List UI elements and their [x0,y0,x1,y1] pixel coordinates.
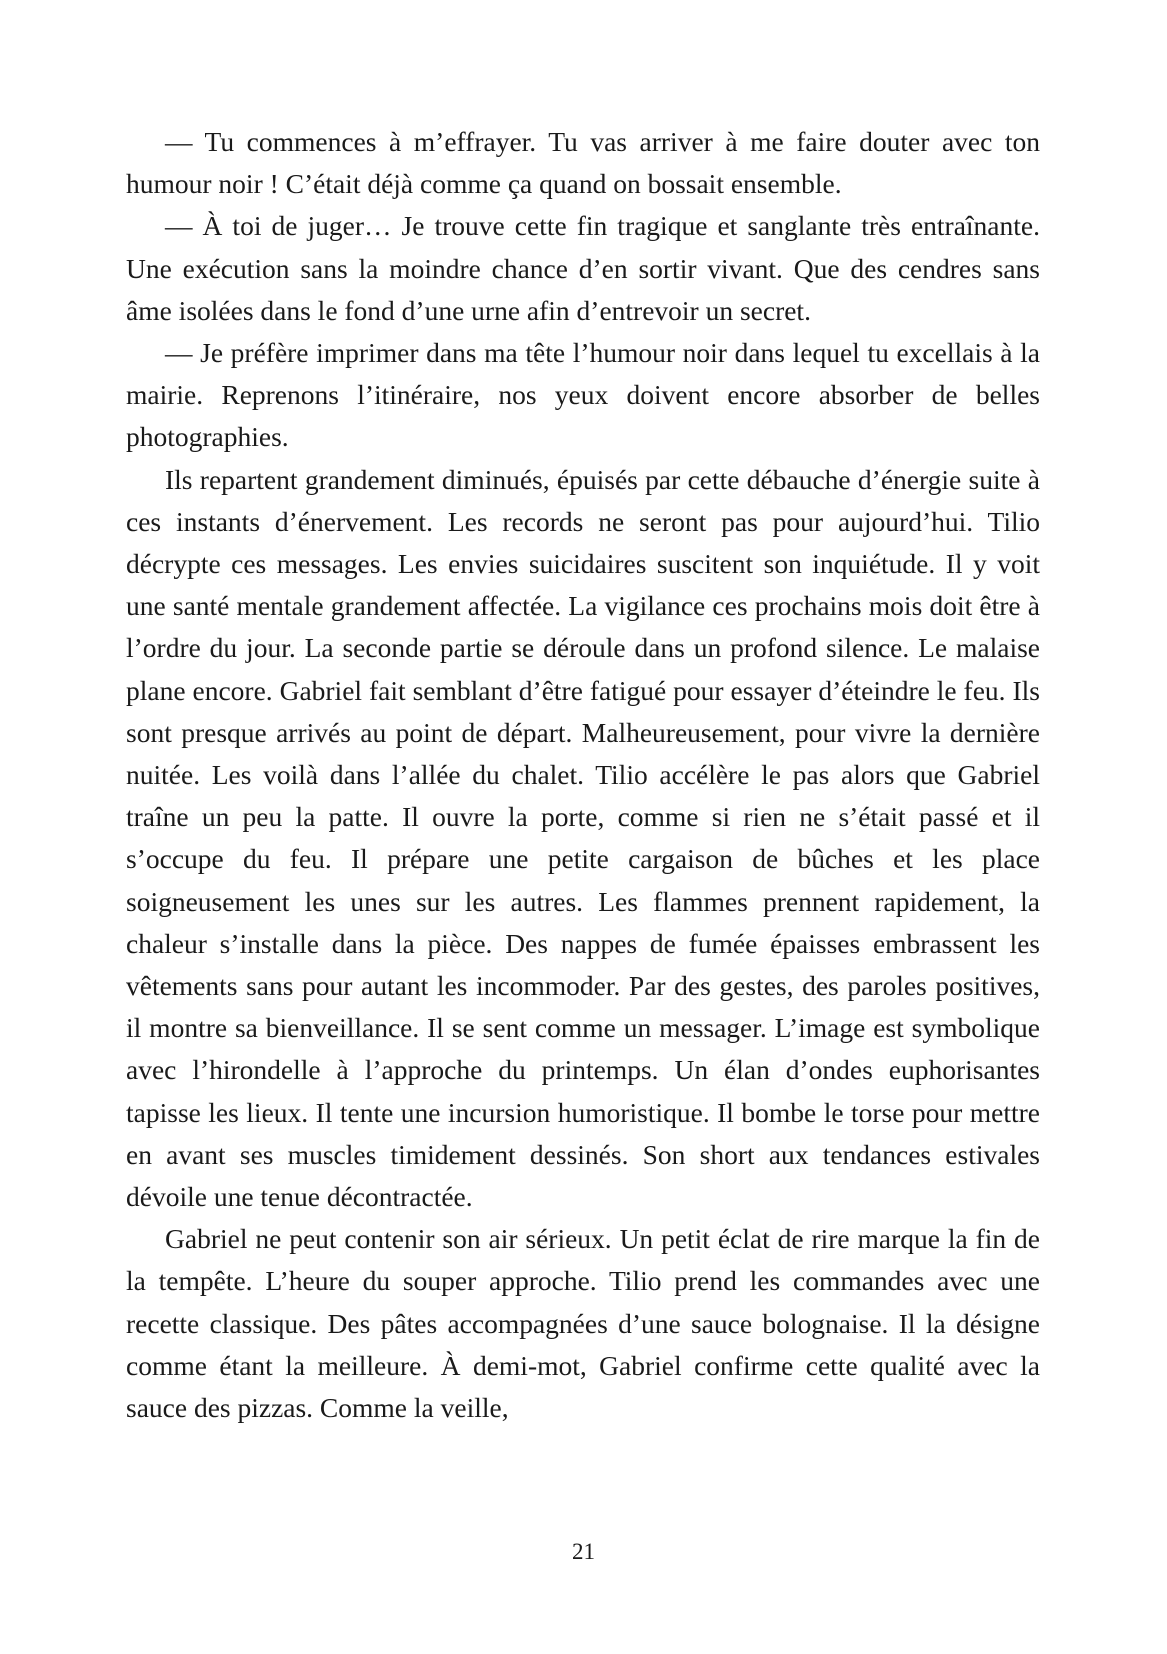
paragraph-dialogue-1: — Tu commences à m’effrayer. Tu vas arriver à me faire douter avec ton humour noir ! C’était déjà comme ça quand on bossait ensemble. [126,126,1040,200]
paragraph-narrative-2: Gabriel ne peut contenir son air sérieux. Un petit éclat de rire marque la fin de la tempête. L’heure du souper approche. Tilio prend les commandes avec une recette classique. Des pâtes accompagnées d’une sauce bolognaise. Il la désigne comme étant la meilleure. À demi-mot, Gabriel confirme cette qualité avec la sauce des pizzas. Comme la veille, [126,1223,1040,1424]
paragraph-narrative-1: Ils repartent grandement diminués, épuisés par cette débauche d’énergie suite à ces instants d’énervement. Les records ne seront pas pour aujourd’hui. Tilio décrypte ces messages. Les envies suicidaires suscitent son inquiétude. Il y voit une santé mentale grandement affectée. La vigilance ces prochains mois doit être à l’ordre du jour. La seconde partie se déroule dans un profond silence. Le malaise plane encore. Gabriel fait semblant d’être fatigué pour essayer d’éteindre le feu. Ils sont presque arrivés au point de départ. Malheureusement, pour vivre la dernière nuitée. Les voilà dans l’allée du chalet. Tilio accélère le pas alors que Gabriel traîne un peu la patte. Il ouvre la porte, comme si rien ne s’était passé et il s’occupe du feu. Il prépare une petite cargaison de bûches et les place soigneusement les unes sur les autres. Les flammes prennent rapidement, la chaleur s’installe dans la pièce. Des nappes de fumée épaisses embrassent les vêtements sans pour autant les incommoder. Par des gestes, des paroles positives, il montre sa bienveillance. Il se sent comme un messager. L’image est symbolique avec l’hirondelle à l’approche du printemps. Un élan d’ondes euphorisantes tapisse les lieux. Il tente une incursion humoristique. Il bombe le torse pour mettre en avant ses muscles timidement dessinés. Son short aux tendances estivales dévoile une tenue décontractée. [126,463,1040,1213]
body-text [126,121,1040,1429]
page-number: 21 [572,1539,595,1564]
paragraph-dialogue-3: — Je préfère imprimer dans ma tête l’humour noir dans lequel tu excellais à la mairie. Reprenons l’itinéraire, nos yeux doivent encore absorber de belles photographies. [126,337,1040,453]
paragraph-dialogue-2: — À toi de juger… Je trouve cette fin tragique et sanglante très entraînante. Une exécution sans la moindre chance d’en sortir vivant. Que des cendres sans âme isolées dans le fond d’une urne afin d’entrevoir un secret. [126,210,1040,326]
